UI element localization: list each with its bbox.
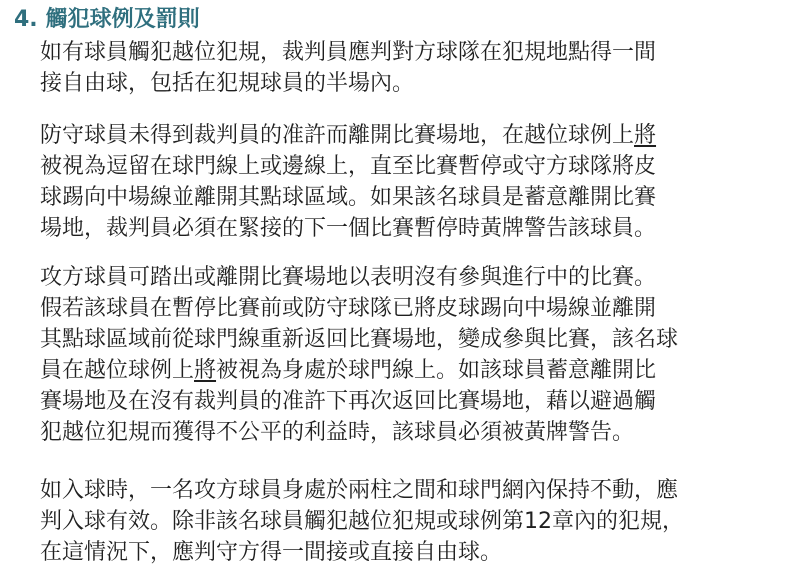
underlined-word: 將 — [634, 123, 657, 148]
text-line: 假若該球員在暫停比賽前或防守球隊已將皮球踢向中場線並離開 — [40, 296, 657, 321]
underlined-word: 將 — [194, 358, 217, 383]
section-title: 觸犯球例及罰則 — [45, 7, 200, 32]
text-line: 被視為逗留在球門線上或邊線上，直至比賽暫停或守方球隊將皮 — [40, 154, 657, 179]
paragraph-attacker-leaving — [40, 262, 790, 448]
text-line: 防守球員未得到裁判員的准許而離開比賽場地，在越位球例上將 — [40, 123, 657, 148]
text-line: 判入球有效。除非該名球員觸犯越位犯規或球例第12章內的犯規， — [40, 509, 684, 534]
text-line: 在這情況下，應判守方得一間接或直接自由球。 — [40, 540, 503, 565]
section-number: 4. — [14, 7, 38, 32]
section-heading — [14, 4, 200, 36]
text-line: 賽場地及在沒有裁判員的准許下再次返回比賽場地，藉以避過觸 — [40, 389, 657, 414]
paragraph-defender-leaving — [40, 120, 790, 244]
text-line: 場地，裁判員必須在緊接的下一個比賽暫停時黃牌警告該球員。 — [40, 216, 657, 241]
text-line: 攻方球員可踏出或離開比賽場地以表明沒有參與進行中的比賽。 — [40, 265, 657, 290]
text-line: 接自由球，包括在犯規球員的半場內。 — [40, 71, 415, 96]
text-line: 其點球區域前從球門線重新返回比賽場地，變成參與比賽，該名球 — [40, 327, 679, 352]
text-line: 如有球員觸犯越位犯規，裁判員應判對方球隊在犯規地點得一間 — [40, 40, 657, 65]
text-line: 如入球時，一名攻方球員身處於兩柱之間和球門網內保持不動，應 — [40, 478, 679, 503]
text-line: 犯越位犯規而獲得不公平的利益時，該球員必須被黃牌警告。 — [40, 420, 635, 445]
text-line: 員在越位球例上將被視為身處於球門線上。如該球員蓄意離開比 — [40, 358, 657, 383]
paragraph-penalty — [40, 37, 790, 99]
text-line: 球踢向中場線並離開其點球區域。如果該名球員是蓄意離開比賽 — [40, 185, 657, 210]
paragraph-goal-scored — [40, 475, 790, 568]
